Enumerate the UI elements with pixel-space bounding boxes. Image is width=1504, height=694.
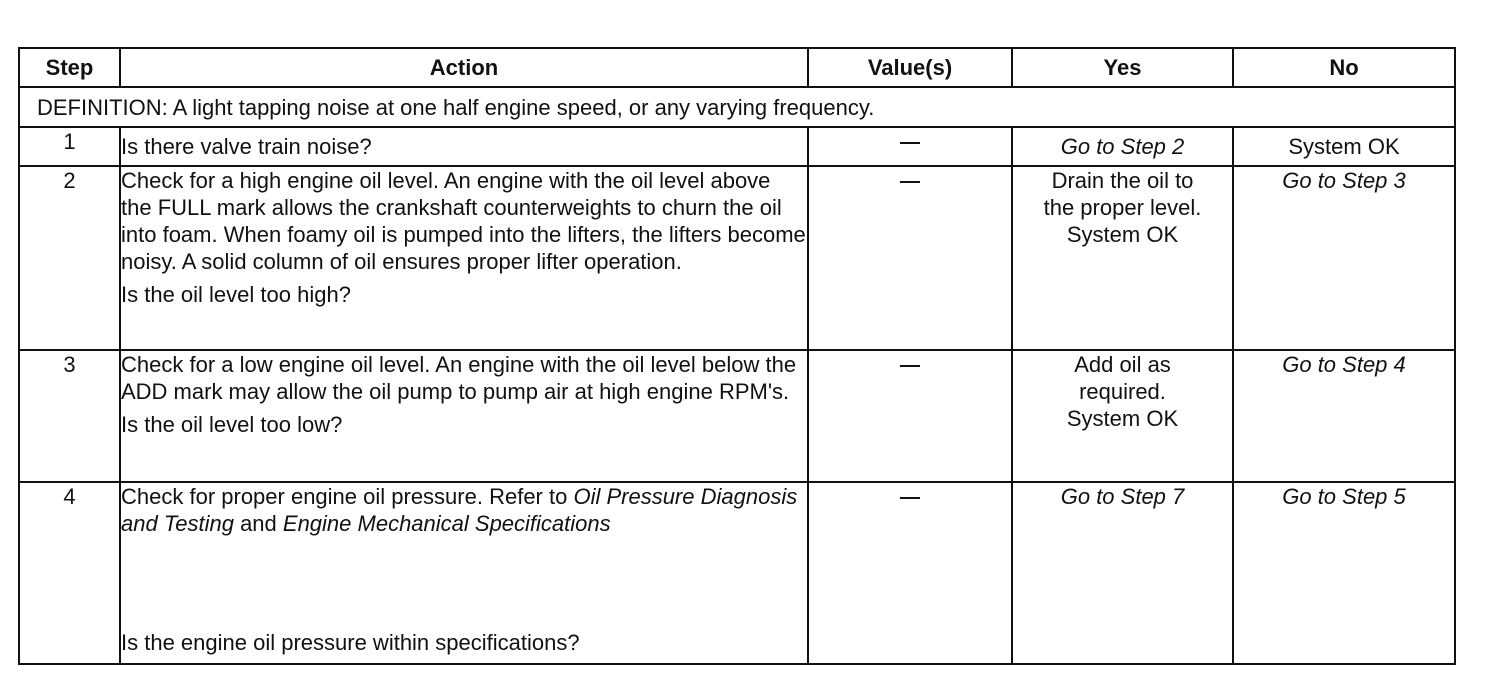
action-question: Is the oil level too high? (121, 282, 351, 307)
no-outcome: System OK (1233, 127, 1455, 166)
yes-outcome (1012, 166, 1233, 350)
em-dash (900, 142, 920, 144)
definition-text: DEFINITION: A light tapping noise at one half engine speed, or any varying frequency. (19, 87, 1455, 127)
header-yes: Yes (1012, 48, 1233, 87)
yes-line: the proper level. (1043, 195, 1202, 220)
table-row (19, 482, 1455, 664)
action-question: Is there valve train noise? (120, 127, 808, 166)
em-dash (900, 497, 920, 499)
value-cell (808, 166, 1012, 350)
header-row (19, 48, 1455, 87)
yes-outcome (1012, 350, 1233, 482)
no-outcome: Go to Step 3 (1233, 166, 1455, 350)
yes-outcome: Go to Step 2 (1012, 127, 1233, 166)
yes-line: required. (1079, 379, 1166, 404)
step-number: 4 (19, 482, 120, 664)
header-values: Value(s) (808, 48, 1012, 87)
action-text (121, 483, 807, 537)
em-dash (900, 365, 920, 367)
step-number: 3 (19, 350, 120, 482)
header-step: Step (19, 48, 120, 87)
yes-line: System OK (1066, 406, 1179, 431)
no-outcome: Go to Step 5 (1233, 482, 1455, 664)
action-cell (120, 350, 808, 482)
reference-engine-mechanical-specs: Engine Mechanical Specifications (282, 511, 611, 536)
step-number: 2 (19, 166, 120, 350)
table-row (19, 127, 1455, 166)
header-no: No (1233, 48, 1455, 87)
action-question: Is the engine oil pressure within specifications? (121, 630, 580, 655)
table-row (19, 166, 1455, 350)
value-cell (808, 482, 1012, 664)
value-cell (808, 350, 1012, 482)
diagnostic-table (18, 47, 1456, 665)
yes-outcome: Go to Step 7 (1012, 482, 1233, 664)
reference-oil-pressure-diagnosis: Oil Pressure Diagnosis and Testing (121, 484, 798, 536)
em-dash (900, 181, 920, 183)
value-cell (808, 127, 1012, 166)
action-text-part: and (233, 511, 283, 536)
no-outcome: Go to Step 4 (1233, 350, 1455, 482)
action-cell (120, 166, 808, 350)
action-text-part: Check for proper engine oil pressure. Refer to (121, 484, 574, 509)
action-cell (120, 482, 808, 664)
action-question: Is the oil level too low? (121, 412, 343, 437)
yes-line: Add oil as (1074, 352, 1171, 377)
step-number: 1 (19, 127, 120, 166)
action-text: Check for a high engine oil level. An engine with the oil level above the FULL mark allows the crankshaft counterweights to churn the oil into foam. When foamy oil is pumped into the lifters, the lifters become noisy. A solid column of oil ensures proper lifter operation. (121, 168, 806, 274)
yes-line: System OK (1066, 222, 1179, 247)
yes-line: Drain the oil to (1051, 168, 1194, 193)
table-row (19, 350, 1455, 482)
action-text: Check for a low engine oil level. An engine with the oil level below the ADD mark may allow the oil pump to pump air at high engine RPM's. (121, 352, 797, 404)
header-action: Action (120, 48, 808, 87)
definition-row (19, 87, 1455, 127)
